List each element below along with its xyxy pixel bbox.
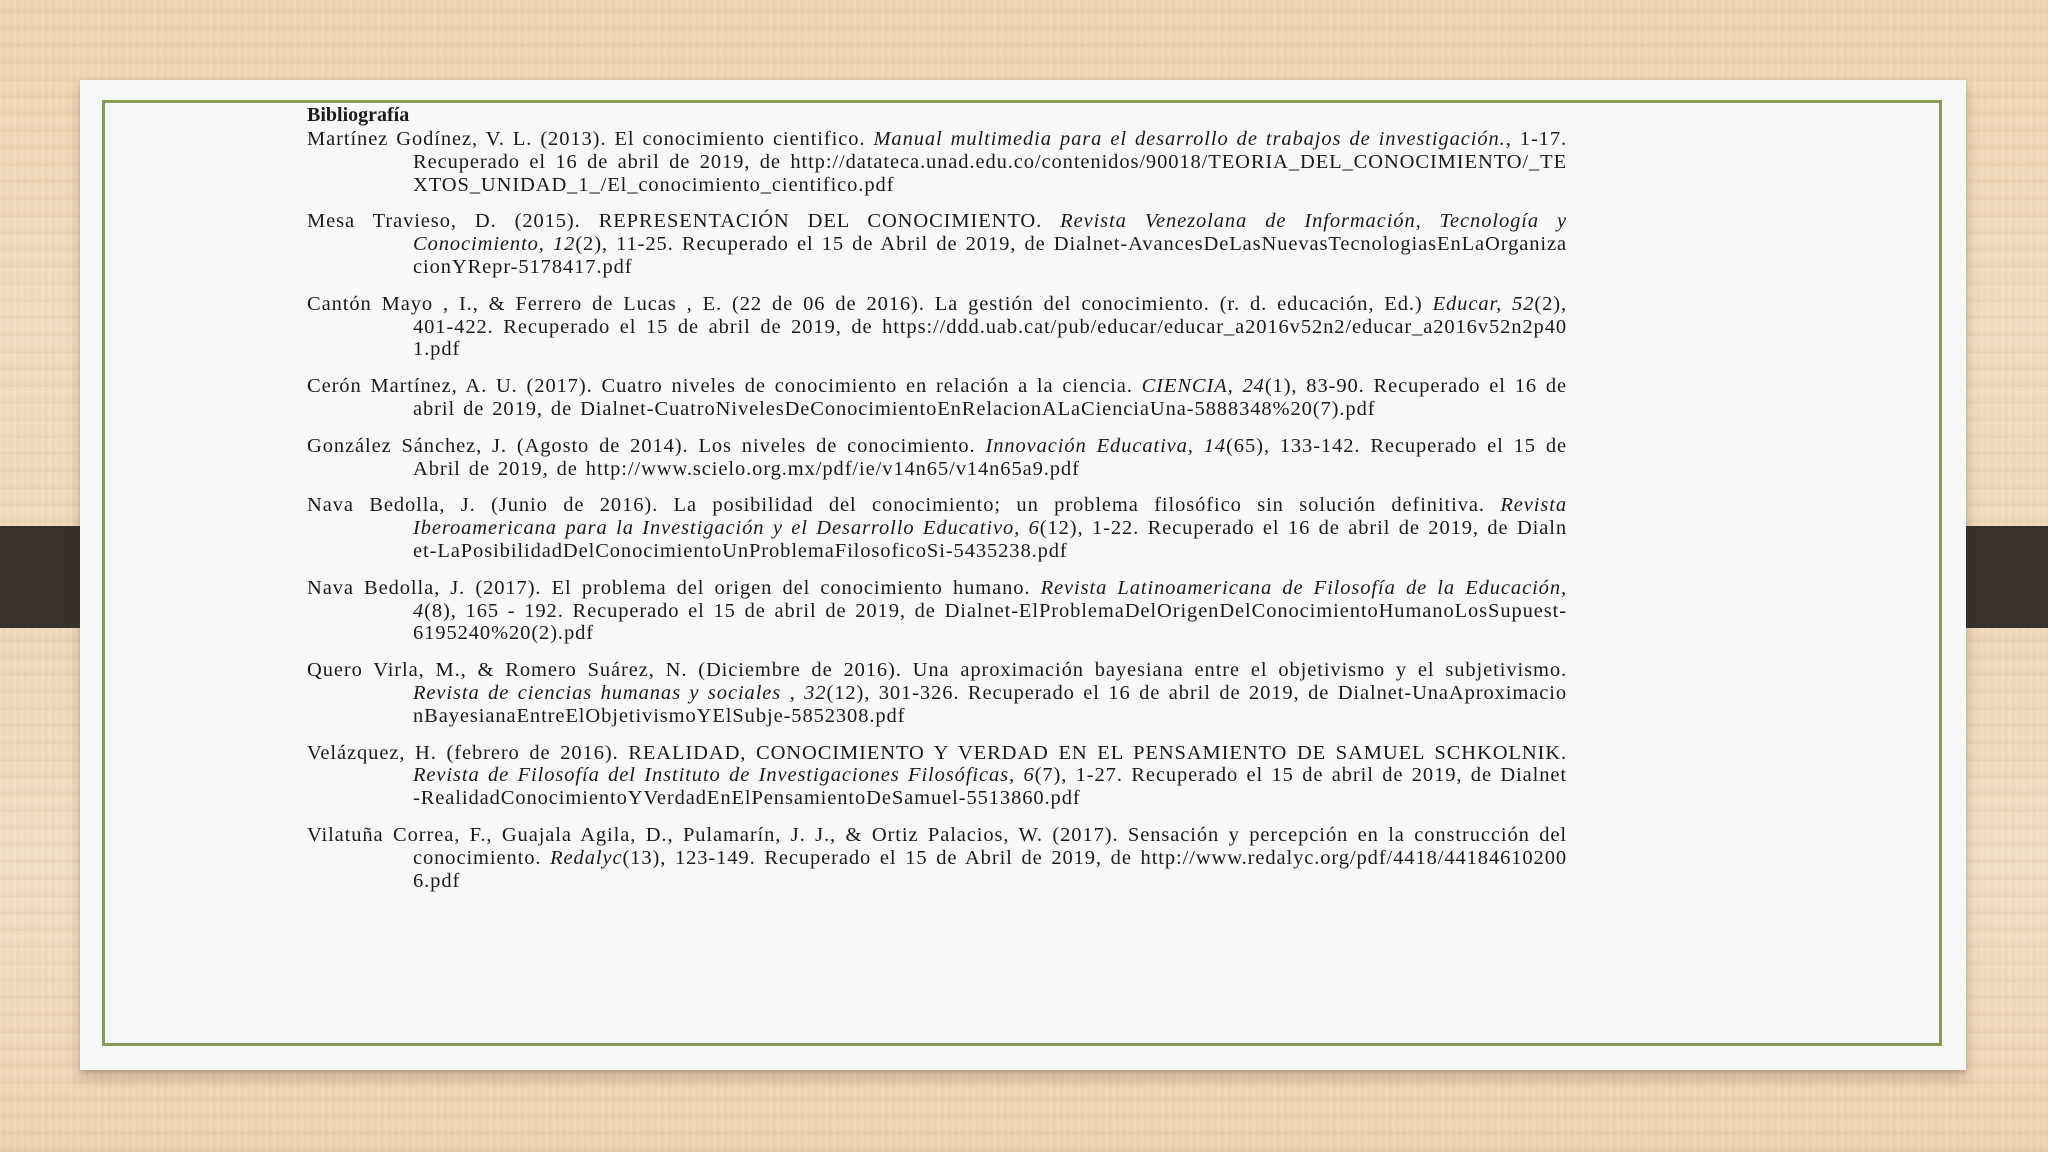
bibliography-entry: Martínez Godínez, V. L. (2013). El conocimiento cientifico. Manual multimedia para el desarrollo de trabajos de investigación., 1-17. Recuperado el 16 de abril de 2019, de http://datateca.unad.edu.co/contenidos/90018/TEORIA_DEL_CONOCIMIENTO/_TEXTOS_UNIDAD_1_/El_conocimiento_cientifico.pdf (307, 128, 1567, 196)
reference-url: Dialnet-CuatroNivelesDeConocimientoEnRelacionALaCienciaUna-5888348%20(7).pdf (580, 397, 1376, 420)
reference-url: Dialnet-UnaAproximacionBayesianaEntreElObjetivismoYElSubje-5852308.pdf (413, 681, 1567, 727)
bibliography-entry: Mesa Travieso, D. (2015). REPRESENTACIÓN DEL CONOCIMIENTO. Revista Venezolana de Información, Tecnología y Conocimiento, 12(2), 11-25. Recuperado el 15 de Abril de 2019, de Dialnet-AvancesDeLasNuevasTecnologiasEnLaOrganizacionYRepr-5178417.pdf (307, 210, 1567, 278)
reference-url: http://www.scielo.org.mx/pdf/ie/v14n65/v14n65a9.pdf (585, 457, 1080, 480)
bibliography-section (307, 104, 1567, 892)
reference-url: Dialnet-AvancesDeLasNuevasTecnologiasEnLaOrganizacionYRepr-5178417.pdf (413, 233, 1567, 278)
reference-url: http://www.redalyc.org/pdf/4418/441846102006.pdf (413, 846, 1567, 892)
bibliography-entry: González Sánchez, J. (Agosto de 2014). Los niveles de conocimiento. Innovación Educativa, 14(65), 133-142. Recuperado el 15 de Abril de 2019, de http://www.scielo.org.mx/pdf/ie/v14n65/v14n65a9.pdf (307, 434, 1567, 480)
bibliography-entry: Velázquez, H. (febrero de 2016). REALIDAD, CONOCIMIENTO Y VERDAD EN EL PENSAMIENTO DE SAMUEL SCHKOLNIK. Revista de Filosofía del Instituto de Investigaciones Filosóficas, 6(7), 1-27. Recuperado el 15 de abril de 2019, de Dialnet-RealidadConocimientoYVerdadEnElPensamientoDeSamuel-5513860.pdf (307, 741, 1567, 810)
bibliography-heading: Bibliografía (307, 104, 410, 126)
bibliography-entry: Nava Bedolla, J. (Junio de 2016). La posibilidad del conocimiento; un problema filosófico sin solución definitiva. Revista Iberoamericana para la Investigación y el Desarrollo Educativo, 6(12), 1-22. Recuperado el 16 de abril de 2019, de Dialnet-LaPosibilidadDelConocimientoUnProblemaFilosoficoSi-5435238.pdf (307, 494, 1567, 562)
reference-url: http://datateca.unad.edu.co/contenidos/90018/TEORIA_DEL_CONOCIMIENTO/_TEXTOS_UNIDAD_1_/El_conocimiento_cientifico.pdf (413, 150, 1567, 196)
reference-url: Dialnet-ElProblemaDelOrigenDelConocimientoHumanoLosSupuest-6195240%20(2).pdf (413, 599, 1567, 645)
reference-url: https://ddd.uab.cat/pub/educar/educar_a2016v52n2/educar_a2016v52n2p401.pdf (413, 315, 1567, 361)
reference-url: Dialnet-LaPosibilidadDelConocimientoUnProblemaFilosoficoSi-5435238.pdf (413, 517, 1567, 562)
bibliography-entry: Cantón Mayo , I., & Ferrero de Lucas , E. (22 de 06 de 2016). La gestión del conocimiento. (r. d. educación, Ed.) Educar, 52(2), 401-422. Recuperado el 15 de abril de 2019, de https://ddd.uab.cat/pub/educar/educar_a2016v52n2/educar_a2016v52n2p401.pdf (307, 292, 1567, 361)
bibliography-entry: Cerón Martínez, A. U. (2017). Cuatro niveles de conocimiento en relación a la ciencia. CIENCIA, 24(1), 83-90. Recuperado el 16 de abril de 2019, de Dialnet-CuatroNivelesDeConocimientoEnRelacionALaCienciaUna-5888348%20(7).pdf (307, 375, 1568, 420)
reference-url: Dialnet-RealidadConocimientoYVerdadEnElPensamientoDeSamuel-5513860.pdf (413, 764, 1567, 810)
bibliography-entry: Vilatuña Correa, F., Guajala Agila, D., Pulamarín, J. J., & Ortiz Palacios, W. (2017). Sensación y percepción en la construcción del conocimiento. Redalyc(13), 123-149. Recuperado el 15 de Abril de 2019, de http://www.redalyc.org/pdf/4418/441846102006.pdf (307, 823, 1567, 892)
bibliography-entry: Quero Virla, M., & Romero Suárez, N. (Diciembre de 2016). Una aproximación bayesiana entre el objetivismo y el subjetivismo. Revista de ciencias humanas y sociales , 32(12), 301-326. Recuperado el 16 de abril de 2019, de Dialnet-UnaAproximacionBayesianaEntreElObjetivismoYElSubje-5852308.pdf (307, 659, 1567, 727)
bibliography-entry: Nava Bedolla, J. (2017). El problema del origen del conocimiento humano. Revista Latinoamericana de Filosofía de la Educación, 4(8), 165 - 192. Recuperado el 15 de abril de 2019, de Dialnet-ElProblemaDelOrigenDelConocimientoHumanoLosSupuest-6195240%20(2).pdf (307, 576, 1567, 645)
